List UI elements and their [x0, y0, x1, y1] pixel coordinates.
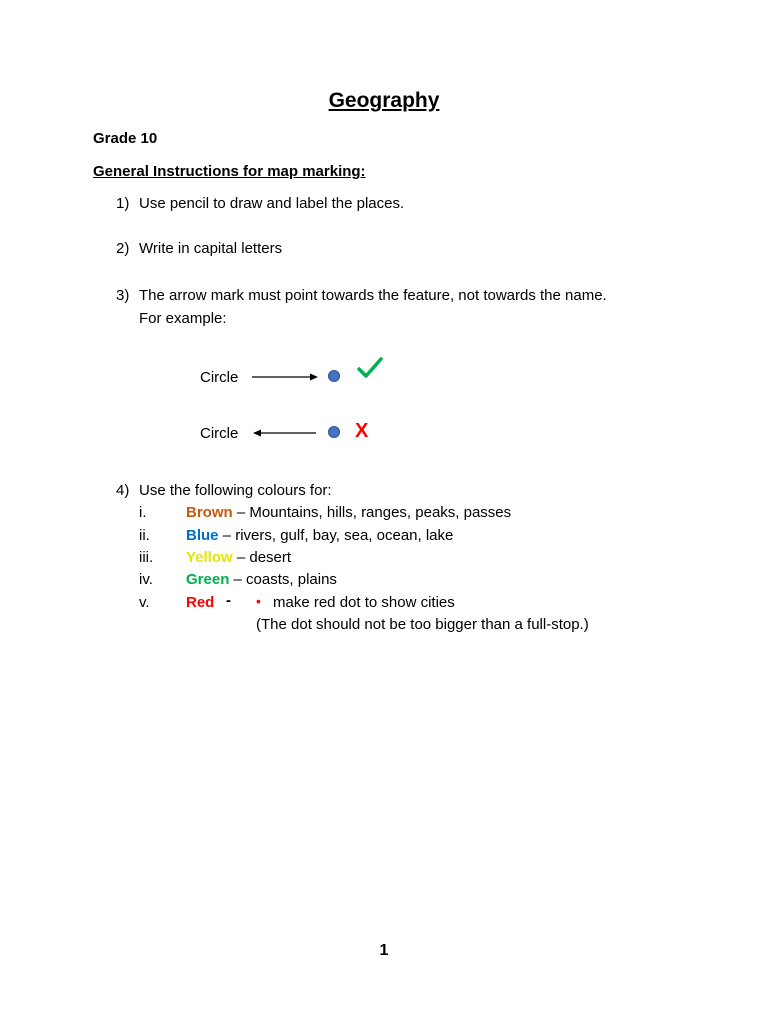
colour-item-number: iv. — [139, 571, 153, 588]
colour-desc-green: – coasts, plains — [229, 571, 337, 588]
colour-item-number: ii. — [139, 527, 150, 544]
colour-desc-blue: – rivers, gulf, bay, sea, ocean, lake — [218, 527, 454, 544]
colour-name-red: Red — [186, 594, 215, 611]
red-dot-icon: • — [256, 593, 261, 609]
colour-desc-yellow: – desert — [232, 549, 292, 566]
instruction-3-text: The arrow mark must point towards the feature, not towards the name. — [139, 287, 607, 304]
page-number: 1 — [379, 942, 389, 959]
cross-icon: X — [355, 420, 369, 442]
right-arrow-icon — [250, 370, 322, 384]
colour-name-yellow: Yellow — [186, 549, 233, 566]
colour-item-number: iii. — [139, 549, 154, 566]
colour-item-yellow — [186, 549, 291, 566]
instruction-4-text: Use the following colours for: — [139, 482, 332, 499]
colour-item-number: v. — [139, 594, 150, 611]
colour-item-blue — [186, 527, 453, 544]
colour-name-brown: Brown — [186, 504, 233, 521]
left-arrow-icon — [250, 426, 322, 440]
instruction-2-text: Write in capital letters — [139, 240, 283, 257]
feature-dot — [328, 370, 340, 382]
page-title: Geography — [328, 89, 440, 112]
colour-note-red: (The dot should not be too bigger than a full-stop.) — [256, 616, 589, 633]
grade-label: Grade 10 — [93, 130, 158, 147]
instruction-3-number: 3) — [116, 287, 130, 304]
instructions-heading: General Instructions for map marking: — [93, 163, 366, 180]
colour-item-green — [186, 571, 337, 588]
instruction-3-example-intro: For example: — [139, 310, 227, 327]
instruction-1-text: Use pencil to draw and label the places. — [139, 195, 405, 212]
colour-desc-brown: – Mountains, hills, ranges, peaks, passes — [232, 504, 512, 521]
colour-dash: - — [226, 592, 231, 609]
colour-desc-red: make red dot to show cities — [273, 594, 455, 611]
colour-name-green: Green — [186, 571, 230, 588]
feature-dot — [328, 426, 340, 438]
instruction-4-number: 4) — [116, 482, 130, 499]
instruction-1-number: 1) — [116, 195, 130, 212]
instruction-2-number: 2) — [116, 240, 130, 257]
example-wrong-label: Circle — [200, 425, 239, 442]
example-correct-label: Circle — [200, 369, 239, 386]
colour-item-brown — [186, 504, 511, 521]
check-icon — [356, 356, 384, 380]
colour-name-blue: Blue — [186, 527, 219, 544]
colour-item-number: i. — [139, 504, 147, 521]
